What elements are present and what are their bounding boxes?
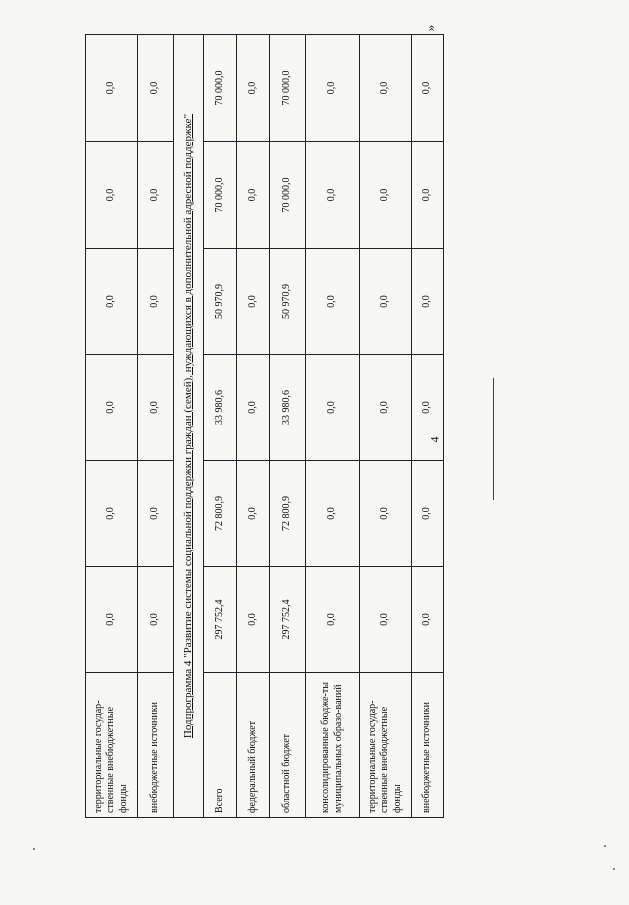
table-cell: 33 980,6 [270,355,306,461]
table-cell: 0,0 [306,249,360,355]
table-cell: 0,0 [306,567,360,673]
table-cell: 0,0 [237,142,270,249]
table-row [237,35,270,818]
table-cell: 0,0 [138,567,174,673]
table-cell: 0,0 [412,35,444,142]
table-cell: 0,0 [360,249,412,355]
table-cell: 0,0 [360,142,412,249]
table-cell: 70 000,0 [270,142,306,249]
table-cell: 0,0 [237,35,270,142]
table-cell: 70 000,0 [204,142,237,249]
table-cell: 0,0 [412,249,444,355]
table-cell: 33 980,6 [204,355,237,461]
table-cell: 0,0 [237,355,270,461]
table-cell: 0,0 [86,249,138,355]
table-cell: 70 000,0 [270,35,306,142]
table-cell: 0,0 [306,142,360,249]
table-cell: 297 752,4 [270,567,306,673]
table-cell: 0,0 [237,567,270,673]
table-cell: 0,0 [306,355,360,461]
table-cell: 0,0 [138,142,174,249]
row-label: консолидированные бюдже-ты муниципальных образо-ваний [306,673,360,818]
table-cell: 0,0 [360,461,412,567]
table-cell: 0,0 [86,567,138,673]
table-cell: 0,0 [360,567,412,673]
signature-line [493,378,494,500]
table-cell: 0,0 [412,567,444,673]
budget-table-rotated [85,35,443,818]
page-number: 4 [427,436,442,443]
table-row [412,35,444,818]
row-label: Всего [204,673,237,818]
scan-speck [33,848,35,850]
scan-speck [604,845,606,847]
table-cell: 0,0 [360,355,412,461]
table-row [306,35,360,818]
table-row [270,35,306,818]
table-cell: 297 752,4 [204,567,237,673]
table-cell: 50 970,9 [204,249,237,355]
table-cell: 0,0 [86,35,138,142]
row-label: территориальные государ-ственные внебюджетные фонды [86,673,138,818]
table-cell: 0,0 [412,461,444,567]
table-cell: 0,0 [86,461,138,567]
table-cell: 0,0 [412,355,444,461]
row-label: внебюджетные источники [138,673,174,818]
table-cell: 72 800,9 [204,461,237,567]
row-label: федеральный бюджет [237,673,270,818]
table-cell: 0,0 [412,142,444,249]
table-row [86,35,138,818]
table-cell: 0,0 [138,355,174,461]
table-cell: 0,0 [138,249,174,355]
table-row [138,35,174,818]
budget-table [85,34,444,818]
table-cell: 0,0 [138,35,174,142]
table-cell: 0,0 [306,35,360,142]
row-label: территориальные государ-ственные внебюджетные фонды [360,673,412,818]
table-cell: 0,0 [237,249,270,355]
table-row [360,35,412,818]
table-cell: 0,0 [237,461,270,567]
table-row [204,35,237,818]
table-cell: 72 800,9 [270,461,306,567]
closing-quote: » [422,24,438,32]
table-cell: 50 970,9 [270,249,306,355]
table-cell: 0,0 [86,355,138,461]
table-cell: 0,0 [86,142,138,249]
table-cell: 70 000,0 [204,35,237,142]
row-label: областной бюджет [270,673,306,818]
section-title: Подпрограмма 4 "Развитие системы социальной поддержки граждан (семей), нуждающихся в дополнительной адресной поддержке" [174,35,204,818]
table-cell: 0,0 [360,35,412,142]
row-label: внебюджетные источники [412,673,444,818]
scan-speck [613,868,615,870]
table-cell: 0,0 [138,461,174,567]
section-header-row [174,35,204,818]
table-cell: 0,0 [306,461,360,567]
